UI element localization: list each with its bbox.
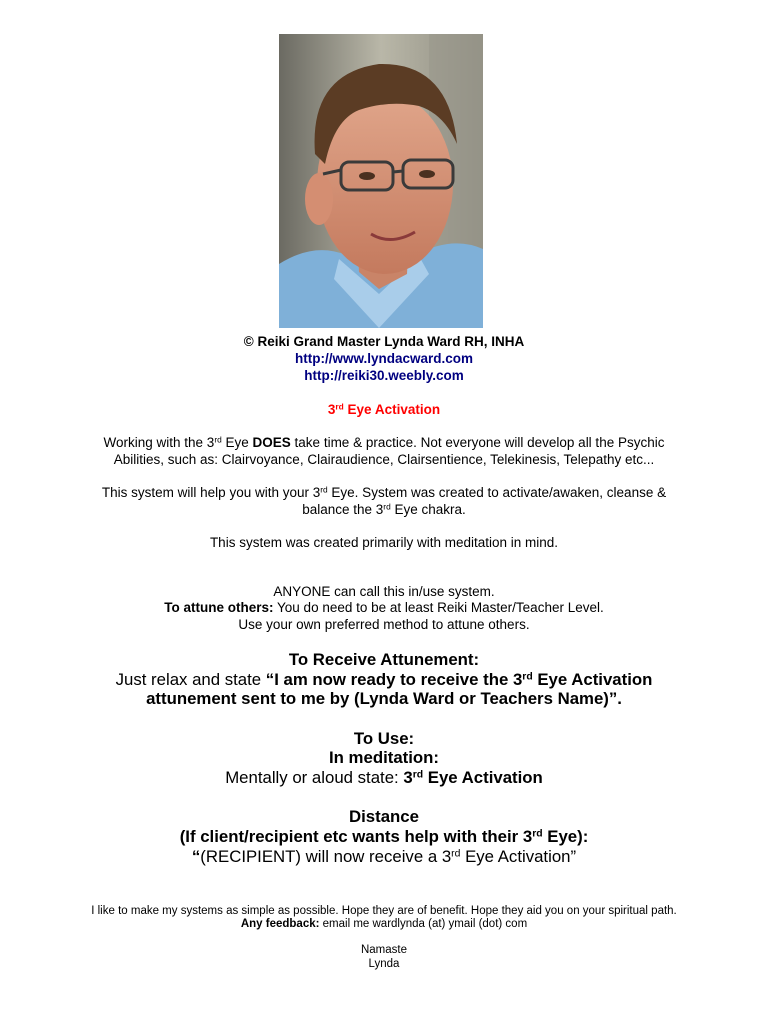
text-sup: rd	[214, 434, 222, 445]
to-use-heading: To Use:	[353, 729, 415, 748]
text-run: Just relax and state	[115, 670, 266, 689]
text-run: (RECIPIENT) will now receive a 3	[200, 847, 452, 866]
usage-method: Use your own preferred method to attune others.	[238, 617, 530, 632]
intro-paragraph-1	[0, 434, 768, 468]
text-sup: rd	[320, 484, 328, 495]
text-sup: rd	[451, 848, 461, 860]
document-title	[0, 401, 768, 418]
text-bold: Eye Activation	[532, 670, 653, 689]
author-portrait-illustration	[279, 34, 483, 328]
website-link-1[interactable]	[0, 350, 768, 367]
distance-line	[0, 847, 768, 867]
text-run: Working with the 3	[103, 435, 215, 450]
receive-line-1	[0, 670, 768, 690]
distance-subheading	[0, 827, 768, 847]
text-run: balance the 3	[302, 502, 384, 517]
website-link-1-text[interactable]: http://www.lyndacward.com	[294, 351, 474, 366]
attune-label: To attune others:	[164, 600, 274, 615]
usage-anyone: ANYONE can call this in/use system.	[273, 584, 495, 599]
title-sup: rd	[335, 401, 344, 412]
copyright-line: © Reiki Grand Master Lynda Ward RH, INHA	[243, 334, 525, 349]
text-run: Eye	[221, 435, 253, 450]
text-bold: “I am now ready to receive the 3	[265, 670, 523, 689]
intro-paragraph-3: This system was created primarily with meditation in mind.	[209, 535, 559, 550]
text-bold: 3	[403, 768, 413, 787]
text-run: Mentally or aloud state:	[225, 768, 404, 787]
intro-paragraph-2	[0, 484, 768, 518]
text-bold: “	[191, 847, 201, 866]
text-run: take time & practice. Not everyone will develop all the Psychic	[290, 435, 665, 450]
text-sup: rd	[522, 671, 533, 683]
text-sup: rd	[532, 828, 543, 840]
text-run: Abilities, such as: Clairvoyance, Clairaudience, Clairsentience, Telekinesis, Telepathy etc...	[113, 452, 655, 467]
title-part: 3	[327, 402, 336, 417]
usage-attune	[0, 599, 768, 616]
text-bold: DOES	[252, 435, 291, 450]
attune-text: You do need to be at least Reiki Master/Teacher Level.	[273, 600, 604, 615]
footer-signature: Lynda	[368, 958, 400, 970]
feedback-label: Any feedback:	[240, 918, 320, 930]
text-run: Eye chakra.	[390, 502, 466, 517]
text-sup: rd	[383, 501, 391, 512]
feedback-text: email me wardlynda (at) ymail (dot) com	[319, 918, 528, 930]
text-run: Eye. System was created to activate/awaken, cleanse &	[327, 485, 667, 500]
distance-heading: Distance	[349, 807, 419, 826]
footer-line: I like to make my systems as simple as possible. Hope they are of benefit. Hope they aid you on your spiritual path.	[91, 905, 677, 917]
text-bold: Eye Activation	[423, 768, 543, 787]
website-link-2[interactable]	[0, 367, 768, 384]
text-run: This system will help you with your 3	[101, 485, 321, 500]
receive-line-2: attunement sent to me by (Lynda Ward or Teachers Name)”.	[146, 689, 622, 708]
footer-feedback	[0, 918, 768, 932]
receive-heading: To Receive Attunement:	[288, 650, 480, 669]
footer-namaste: Namaste	[360, 944, 408, 956]
text-run: Eye Activation”	[460, 847, 577, 866]
text-sup: rd	[412, 769, 424, 781]
text-bold: (If client/recipient etc wants help with their 3	[179, 827, 533, 846]
text-bold: Eye):	[542, 827, 589, 846]
to-use-subheading: In meditation:	[328, 748, 439, 767]
to-use-line	[0, 768, 768, 788]
title-part: Eye Activation	[343, 402, 441, 417]
website-link-2-text[interactable]: http://reiki30.weebly.com	[304, 368, 464, 383]
author-photo	[279, 34, 483, 328]
